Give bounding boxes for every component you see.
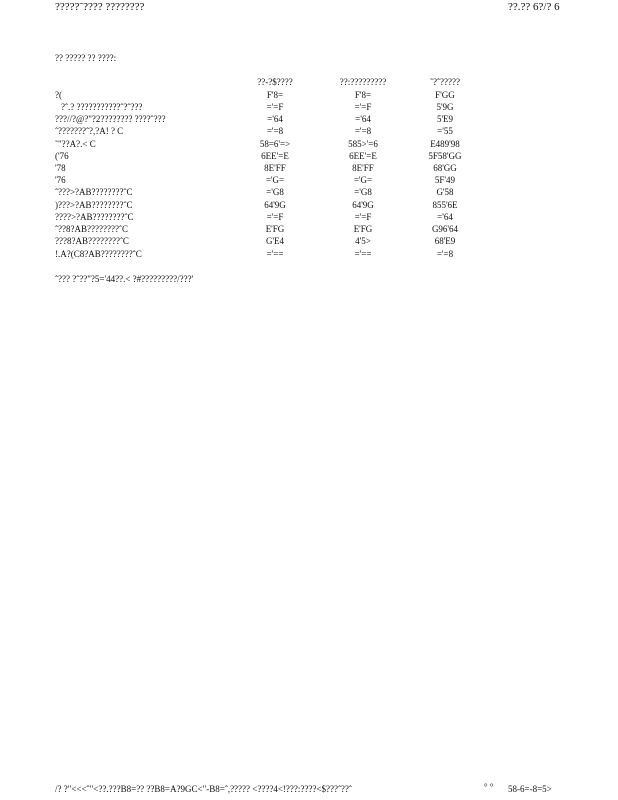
cell-value: ='=F <box>266 212 284 222</box>
row-label: ???8?AB????????ˆC <box>55 236 129 246</box>
row-label: ('76 <box>55 151 69 161</box>
cell-value: 8E'FF <box>264 163 286 173</box>
column-header-3: ˜?ˆ????? <box>430 77 460 87</box>
cell-value: 585>'=6 <box>348 139 378 149</box>
cell-value: ='G= <box>265 175 285 185</box>
cell-value: G'58 <box>436 187 454 197</box>
section-title: ?? ????? ?? ????: <box>55 53 117 63</box>
row-label: ˆ???>?AB????????ˆC <box>55 187 133 197</box>
table-row <box>55 164 475 176</box>
cell-value: ='G8 <box>354 187 372 197</box>
cell-value: 6EE'=E <box>349 151 377 161</box>
table-row <box>55 250 475 262</box>
row-label: ˆ??8?AB????????ˆC <box>55 224 128 234</box>
cell-value: ='=8 <box>436 249 454 259</box>
row-label: ˆ???????ˆ?,?A! ? C <box>55 126 124 136</box>
table-note: ˆ??? ?ˆ??"?5='44??.< ?#?????????/???' <box>55 274 194 284</box>
row-label: '78 <box>55 163 66 173</box>
cell-value: 5F58'GG <box>428 151 462 161</box>
cell-value: ='=8 <box>354 126 372 136</box>
table-row <box>55 237 475 249</box>
cell-value: E489'98 <box>430 139 460 149</box>
cell-value: 4'5> <box>355 236 371 246</box>
cell-value: G96'64 <box>431 224 459 234</box>
table-header-row <box>55 78 475 90</box>
cell-value: ='=8 <box>266 126 284 136</box>
row-label: ?ˆ.? ???????????ˆ?ˆ??? <box>61 102 143 112</box>
cell-value: 58=6'=> <box>259 139 291 149</box>
cell-value: ='64 <box>267 114 283 124</box>
footer-left-text: /? ?"<<<ˆ"<??.???B8=?? ??B8=A?9GC<"-B8=ˆ,????? <????4<!???:????<$???ˆ??ˆ <box>55 784 352 794</box>
cell-value: ='=F <box>266 102 284 112</box>
cell-value: 6EE'=E <box>261 151 289 161</box>
cell-value: ='55 <box>437 126 453 136</box>
cell-value: F'8= <box>266 90 284 100</box>
footer-right-text: 58-6=-8=5> <box>508 784 552 794</box>
cell-value: 8E'FF <box>352 163 374 173</box>
cell-value: ='=F <box>354 212 372 222</box>
table-row <box>55 127 475 139</box>
cell-value: 5F'49 <box>434 175 456 185</box>
column-header-1: ??-?$???? <box>257 77 293 87</box>
cell-value: 68'E9 <box>434 236 456 246</box>
header-left-text: ?????˜???? ???????? <box>55 1 145 13</box>
header-right-text: ??.?? 6?/? 6 <box>508 1 560 13</box>
cell-value: F'GG <box>435 90 455 100</box>
table-row <box>55 188 475 200</box>
row-label: ?( <box>55 90 62 100</box>
cell-value: F'8= <box>354 90 372 100</box>
cell-value: 68'GG <box>433 163 457 173</box>
cell-value: ='G8 <box>266 187 284 197</box>
cell-value: ='=F <box>354 102 372 112</box>
column-header-2: ??:????????? <box>339 77 387 87</box>
cell-value: ='64 <box>437 212 453 222</box>
cell-value: 64'9G <box>264 200 286 210</box>
cell-value: E'FG <box>265 224 285 234</box>
cell-value: ='G= <box>353 175 373 185</box>
cell-value: ='== <box>266 249 284 259</box>
cell-value: G'E4 <box>265 236 285 246</box>
row-label: '76 <box>55 175 66 185</box>
cell-value: 5'9G <box>436 102 454 112</box>
row-label: ???//?@?"?2???????? ????ˆ??? <box>55 114 166 124</box>
cell-value: ='== <box>354 249 372 259</box>
row-label: ????>?AB????????ˆC <box>55 212 134 222</box>
cell-value: E'FG <box>353 224 373 234</box>
cell-value: 855'6E <box>432 200 458 210</box>
row-label: )???>?AB????????ˆC <box>55 200 133 210</box>
row-label: ˜"??A?.< C <box>55 139 96 149</box>
row-label: !.A?(C8?AB????????ˆC <box>55 249 142 259</box>
cell-value: ='64 <box>355 114 371 124</box>
cell-value: 5'E9 <box>436 114 454 124</box>
footer-mid-text: ° ° <box>484 782 494 792</box>
cell-value: 64'9G <box>352 200 374 210</box>
